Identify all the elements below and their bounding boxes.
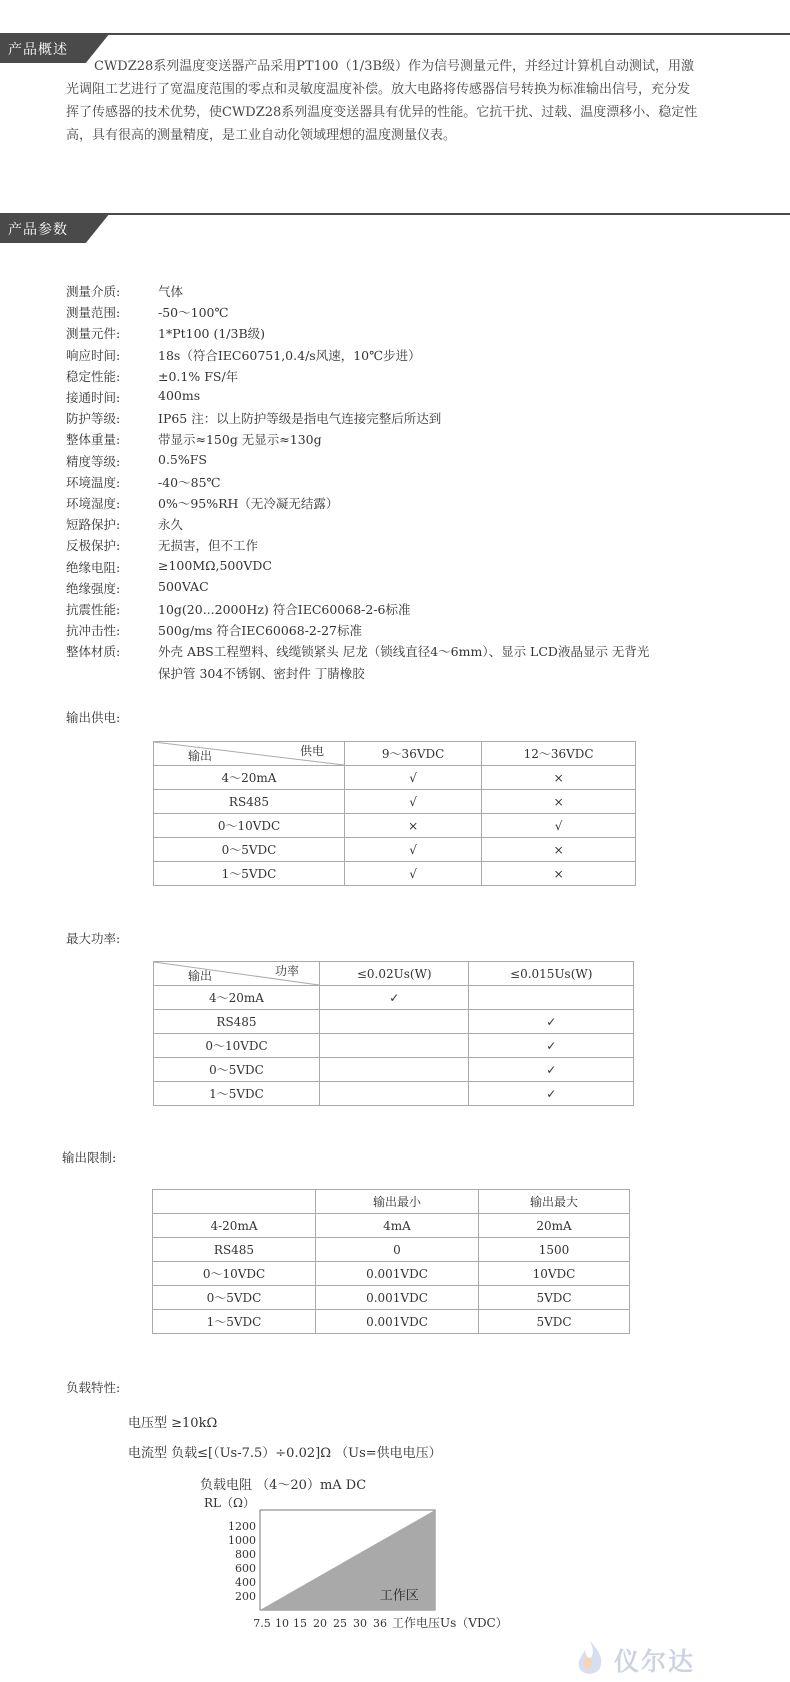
row-name: 4～20mA [154,986,320,1010]
load-chart [190,1475,550,1635]
param-key: 接通时间: [66,390,121,405]
param-key: 防护等级: [66,411,121,427]
table-cell: √ [482,814,636,838]
table-cell: 0.001VDC [316,1310,479,1334]
y-axis-label: RL（Ω） [204,1496,255,1510]
col-header: ≤0.02Us(W) [320,962,469,986]
row-name: 0～5VDC [154,838,345,862]
x-tick-label: 10 [275,1617,289,1630]
row-name: 1～5VDC [154,1082,320,1106]
x-tick-label: 25 [333,1617,347,1630]
param-key: 环境温度: [66,474,121,490]
table-row [153,1214,630,1238]
param-value: 10g(20...2000Hz) 符合IEC60068-2-6标准 [158,602,411,617]
table-cell: 20mA [479,1214,630,1238]
param-key: 稳定性能: [66,368,121,384]
table-row [154,986,634,1010]
table-cell: × [482,766,636,790]
table-row [154,814,636,838]
row-name: RS485 [154,790,345,814]
table-cell: ✓ [469,1082,634,1106]
param-key: 测量元件: [66,326,121,342]
corner-top: 供电 [299,744,324,758]
param-key: 测量介质: [66,284,121,299]
table-cell: ✓ [469,1058,634,1082]
row-name: 4～20mA [154,766,345,790]
corner-top: 功率 [274,964,299,978]
table-cell: 1500 [479,1238,630,1262]
param-value: -40～85℃ [158,474,221,490]
table-cell: 0 [316,1238,479,1262]
current-type-line: 电流型 负载≤[（Us-7.5）÷0.02]Ω （Us=供电电压） [128,1446,442,1461]
param-key: 短路保护: [66,517,121,533]
table-row [153,1262,630,1286]
overview-title: 产品概述 [8,42,68,58]
row-name: 4-20mA [153,1214,316,1238]
corner-bottom: 输出 [188,969,213,983]
row-name: 0～10VDC [154,1034,320,1058]
param-key: 反极保护: [66,538,121,554]
corner-cell [154,742,345,766]
x-axis-label: 工作电压Us（VDC） [392,1616,508,1630]
x-tick-label: 15 [293,1617,307,1630]
param-key: 整体重量: [66,432,121,448]
table-row [154,766,636,790]
row-name: RS485 [154,1010,320,1034]
power-label: 最大功率: [66,931,121,946]
voltage-type-line: 电压型 ≥10kΩ [128,1416,218,1431]
param-value: ≥100MΩ,500VDC [158,557,272,573]
table-row [154,1010,634,1034]
x-tick-label: 20 [313,1617,327,1630]
table-row [153,1238,630,1262]
col-header: 输出最大 [479,1190,630,1214]
param-value: 1*Pt100 (1/3B级) [158,326,266,342]
col-header [153,1190,316,1214]
table-cell: √ [345,838,482,862]
table-cell [320,1010,469,1034]
x-tick-label: 30 [353,1617,367,1630]
corner-cell [154,962,320,986]
overview-text: CWDZ28系列温度变送器产品采用PT100（1/3B级）作为信号测量元件，并经过计算机自动测试，用激光调阻工艺进行了宽温度范围的零点和灵敏度温度补偿。放大电路将传感器信号转换为标准输出信号，充分发挥了传感器的技术优势，使CWDZ28系列温度变送器具有优异的性能。它抗干扰、过载、温度漂移小、稳定性高，具有很高的测量精度，是工业自动化领域理想的温度测量仪表。 [66,59,698,143]
corner-bottom: 输出 [188,749,213,763]
limits-label: 输出限制: [62,1150,117,1165]
row-name: 1～5VDC [154,862,345,886]
supply-table [153,741,636,886]
load-label: 负载特性: [66,1380,121,1395]
param-value: IP65 注：以上防护等级是指电气连接完整后所达到 [158,411,442,427]
table-row [154,1058,634,1082]
table-cell: × [482,862,636,886]
table-cell: 0.001VDC [316,1262,479,1286]
param-value: 0.5%FS [158,451,207,467]
col-header: 输出最小 [316,1190,479,1214]
col-header: ≤0.015Us(W) [469,962,634,986]
y-tick-label: 400 [235,1575,256,1589]
x-tick-label: 36 [373,1617,387,1630]
table-header-row [153,1190,630,1214]
param-value: 无损害，但不工作 [158,538,259,554]
table-cell: 5VDC [479,1310,630,1334]
flame-logo-icon [570,1638,610,1678]
table-cell: 4mA [316,1214,479,1238]
param-key: 绝缘电阻: [66,559,121,575]
limits-table [152,1189,630,1334]
params-title: 产品参数 [8,222,68,238]
col-header: 9～36VDC [345,742,482,766]
param-key: 精度等级: [66,453,121,469]
param-value: 带显示≈150g 无显示≈130g [158,432,322,448]
param-value: ±0.1% FS/年 [158,368,239,384]
row-name: RS485 [153,1238,316,1262]
table-cell [469,986,634,1010]
header-rule [0,33,790,35]
param-value: 保护管 304不锈钢、密封件 丁腈橡胶 [158,665,365,681]
param-value: 400ms [158,388,201,403]
table-row [154,790,636,814]
param-value: 18s（符合IEC60751,0.4/s风速，10℃步进） [158,347,421,363]
logo-text: 仪尔达 [614,1647,696,1676]
table-cell: 10VDC [479,1262,630,1286]
chart-title: 负载电阻 （4～20）mA DC [200,1478,367,1493]
param-key: 绝缘强度: [66,580,121,596]
y-tick-label: 600 [235,1561,256,1575]
table-cell: 0.001VDC [316,1286,479,1310]
table-row [153,1310,630,1334]
table-cell [320,1034,469,1058]
param-key: 抗震性能: [66,602,121,617]
table-cell: ✓ [469,1010,634,1034]
param-key: 环境湿度: [66,496,121,511]
table-row [154,862,636,886]
x-tick-label: 7.5 [253,1617,271,1630]
param-value: 永久 [158,517,184,533]
table-row [153,1286,630,1310]
param-value: 外壳 ABS工程塑料、线缆锁紧头 尼龙（锁线直径4～6mm）、显示 LCD液晶显示 无背光 [158,644,650,660]
table-cell: × [482,790,636,814]
table-cell [320,1058,469,1082]
table-cell: 5VDC [479,1286,630,1310]
y-tick-label: 200 [235,1589,256,1603]
table-cell: ✓ [469,1034,634,1058]
table-cell: × [345,814,482,838]
table-cell [320,1082,469,1106]
param-value: 500g/ms 符合IEC60068-2-27标准 [158,623,363,639]
col-header: 12～36VDC [482,742,636,766]
y-tick-label: 1000 [228,1533,256,1547]
param-key: 测量范围: [66,305,121,321]
table-cell: √ [345,790,482,814]
param-key: 响应时间: [66,347,121,363]
brand-logo [570,1638,770,1678]
power-table [153,961,634,1106]
row-name: 0～10VDC [154,814,345,838]
row-name: 0～5VDC [153,1286,316,1310]
param-value: -50～100℃ [158,305,229,321]
table-cell: × [482,838,636,862]
y-tick-label: 800 [235,1547,256,1561]
table-header-row [154,742,636,766]
y-tick-label: 1200 [228,1519,256,1533]
param-value: 0%～95%RH（无冷凝无结露） [158,496,339,511]
table-cell: √ [345,766,482,790]
row-name: 1～5VDC [153,1310,316,1334]
param-key: 抗冲击性: [66,623,121,639]
table-row [154,838,636,862]
row-name: 0～5VDC [154,1058,320,1082]
table-cell: ✓ [320,986,469,1010]
table-header-row [154,962,634,986]
supply-label: 输出供电: [66,710,121,725]
region-label: 工作区 [379,1588,419,1604]
table-cell: √ [345,862,482,886]
header-rule [0,213,790,215]
param-value: 气体 [158,284,184,299]
table-row [154,1082,634,1106]
param-value: 500VAC [158,578,209,594]
params-header [0,213,790,243]
param-key: 整体材质: [66,644,121,660]
row-name: 0～10VDC [153,1262,316,1286]
table-row [154,1034,634,1058]
